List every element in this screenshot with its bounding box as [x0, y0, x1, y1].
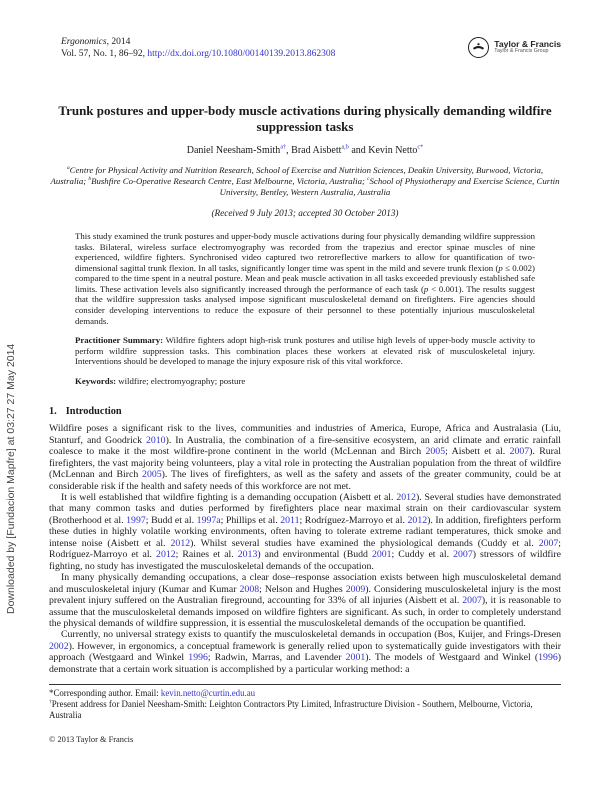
text-run: Bushfire Co-Operative Research Centre, East Melbourne, Victoria, Australia; [91, 176, 368, 187]
text-run: ). Considering musculoskeletal injury is the most prevalent injury suffered on the Australian fireground, accounting for 33% of all injuries (Aisbett et al. [49, 583, 561, 607]
text-run: c [367, 176, 370, 183]
citation-link[interactable]: 2012 [396, 492, 416, 503]
intro-paragraph-4 [49, 629, 561, 675]
author-affiliation-marker: a,b [341, 143, 349, 151]
volume-line [61, 48, 335, 60]
citation-link[interactable]: 2008 [239, 583, 260, 595]
affiliations [49, 165, 561, 198]
text-run: ). Rural firefighters, the vast majority being volunteers, play a vital role in protecting the Australian population from the threat of wildfire (McLennan and Birch [49, 446, 562, 481]
publisher-group: Taylor & Francis Group [494, 48, 549, 55]
text-run: ). Whilst several studies have examined the physiological demands (Cuddy et al. [190, 537, 539, 549]
publisher-name: Taylor & Francis [494, 38, 561, 49]
author-affiliation-marker: a† [280, 143, 287, 151]
text-run: Wildfire fighters adopt high-risk trunk postures and utilise high levels of upper-body muscle activity to perform wildfire suppression tasks. This combination places these workers at elevated risk of musculoskeletal injury. Interventions should be developed to manage the injury exposure risk of this vital workforce. [75, 335, 535, 367]
text-run: ; Aisbett et al. [445, 446, 510, 458]
section-number: 1. [49, 406, 57, 418]
text-run: ). Several studies have demonstrated that many common tasks and duties performed by firefighters place near maximal strain on their cardiovascular system (Brotherhood et al. [49, 492, 562, 526]
text-run: ). The lives of firefighters, as well as the safety and assets of the greater community, could be at considerable risk if the health and safety needs of this workforce are not met. [49, 469, 561, 492]
text-run: ≤ 0.002) compared to the time spent in a neutral posture. Mean and peak muscle activation in all tasks exceeded previously established safe limits. These activation levels also significantly increased through the performance of each task ( [75, 262, 535, 294]
citation-link[interactable]: 2012 [156, 549, 176, 561]
present-address-note [49, 699, 561, 721]
text-run: p [498, 262, 503, 273]
citation-link[interactable]: 2001 [345, 652, 366, 664]
citation-link[interactable]: 1996 [188, 652, 208, 664]
doi-link[interactable]: http://dx.doi.org/10.1080/00140139.2013.862308 [147, 49, 336, 60]
publisher-logo [468, 37, 561, 58]
author-line [49, 145, 561, 156]
text-run: Centre for Physical Activity and Nutrition Research, School of Exercise and Nutrition Sciences, Deakin University, Burwood, Victoria, Australia; [50, 164, 544, 187]
introduction-body [49, 423, 561, 675]
text-run: ), it is reasonable to assume that the musculoskeletal demands imposed on wildfire fighters are significant. As such, in order to completely understand the physical demands of wildfire suppression, it is essential the musculoskeletal demands of the occupation be quantified. [49, 595, 562, 629]
keywords-line [75, 376, 535, 387]
intro-paragraph-3 [49, 572, 561, 629]
journal-info [61, 36, 335, 61]
citation-link[interactable]: 1997 [126, 514, 146, 526]
text-run: ) and environmental (Budd [257, 549, 372, 561]
download-watermark: Downloaded by [Fundacion Mapfre] at 03:27 27 May 2014 [5, 343, 17, 614]
intro-paragraph-1 [49, 423, 561, 492]
abstract-text [75, 231, 535, 326]
citation-link[interactable]: 1997a [196, 514, 221, 526]
citation-link[interactable]: 2005 [142, 469, 162, 481]
text-run: ; Rodríguez-Marroyo et al. [49, 537, 562, 561]
received-line: (Received 9 July 2013; accepted 30 October 2013) [211, 208, 399, 219]
text-run: Daniel Neesham-Smith [186, 144, 281, 156]
citation-link[interactable]: 2007 [538, 537, 559, 549]
text-run: b [88, 176, 92, 183]
page-header [61, 36, 561, 61]
intro-paragraph-2 [49, 492, 561, 572]
publisher-logo-text [494, 40, 561, 55]
text-run: ; Phillips et al. [220, 514, 281, 526]
text-run: ; Budd et al. [145, 514, 197, 526]
journal-line [61, 36, 335, 48]
citation-link[interactable]: 2012 [407, 514, 428, 526]
text-run: This study examined the trunk postures and upper-body muscle activations during four physically demanding wildfire suppression tasks. Bilateral, wireless surface electromyography was recorded from the trapezius and erector spinae muscles of nine experienced, wildfire fighters. Synchronised video captured two retroreflective markers to allow for quantification of two-dimensional sagittal trunk flexion. In all tasks, significantly longer time was spent in the mild and severe trunk flexion ( [75, 231, 535, 273]
journal-name: Ergonomics [61, 37, 107, 47]
citation-link[interactable]: 2011 [280, 514, 300, 526]
text-run: a [66, 165, 70, 172]
abstract-block [75, 231, 535, 386]
section-label: Introduction [65, 406, 122, 418]
text-run: Present address for Daniel Neesham-Smith: Leighton Contractors Pty Limited, Infrastructure Division - Southern, Melbourne, Victoria, Australia [49, 699, 533, 721]
text-run: ; Cuddy et al. [391, 549, 454, 561]
text-run: p [423, 283, 429, 294]
footnote-block [49, 684, 561, 721]
footnote-rule [49, 684, 561, 685]
practitioner-summary [75, 335, 535, 367]
text-run: ; Rodríguez-Marroyo et al. [299, 514, 408, 526]
copyright-notice: © 2013 Taylor & Francis [49, 735, 134, 744]
text-run: ; Radwin, Marras, and Lavender [207, 652, 346, 664]
volume-text: Vol. 57, No. 1, 86–92, [61, 49, 148, 60]
text-run: In many physically demanding occupations, a clear dose–response association exists between high musculoskeletal demand and musculoskeletal injury (Kumar and Kumar [49, 572, 561, 595]
author-affiliation-marker: c* [417, 143, 424, 151]
text-run: ). However, in ergonomics, a conceptual framework is generally relied upon to systematically guide investigators with their approach (Westgaard and Winkel [49, 640, 561, 664]
text-run: and Kevin Netto [348, 144, 418, 156]
citation-link[interactable]: 2012 [170, 537, 191, 549]
text-run: ) stressors of wildfire fighting, no study has investigated the musculoskeletal demands of the occupation. [49, 549, 561, 572]
doi-link-wrap [147, 49, 335, 59]
citation-link[interactable]: 1996 [538, 652, 558, 664]
text-run: ). The models of Westgaard and Winkel ( [365, 652, 539, 664]
citation-link[interactable]: 2007 [453, 549, 473, 561]
text-run: *Corresponding author. Email: [49, 688, 161, 698]
citation-link[interactable]: 2010 [145, 434, 166, 446]
text-run: School of Physiotherapy and Exercise Science, Curtin University, Bentley, Western Australia, Australia [219, 176, 560, 198]
text-run: ). In Australia, the combination of a fire-sensitive ecosystem, an arid climate and erratic rainfall coalesce to make it the most wildfire-prone continent in the world (McLennan and Birch [49, 434, 561, 458]
journal-year: , 2014 [106, 37, 131, 47]
text-run: < 0.001). The results suggest that the wildfire suppression tasks analysed impose significant musculoskeletal demand on firefighters. Fire agencies should consider developing interventions to reduce the exposure of their personnel to these potentially injurious musculoskeletal demands. [75, 283, 535, 326]
citation-link[interactable]: 2005 [425, 446, 446, 458]
text-run: Practitioner Summary: [75, 335, 164, 346]
text-run: ). In addition, firefighters perform these duties in highly volatile working environments, often having to tolerate extreme radiant temperatures, thick smoke and intense noise (Aisbett et al. [49, 514, 561, 549]
taylor-francis-logo-icon [468, 37, 489, 58]
text-run: ) demonstrate that a certain work situation is accomplished by a particular working method: a [49, 652, 561, 675]
citation-link[interactable]: 2007 [462, 595, 482, 607]
text-run: ; Raines et al. [175, 549, 238, 561]
text-run: ; Nelson and Hughes [259, 583, 346, 595]
page-content [49, 36, 561, 675]
citation-link[interactable]: 2002 [49, 640, 69, 652]
text-run: Currently, no universal strategy exists to quantify the musculoskeletal demands in occupation (Bos, Kuijer, and Frings-Dresen [61, 629, 561, 641]
text-run: , Brad Aisbett [286, 144, 342, 156]
citation-link[interactable]: 2001 [371, 549, 392, 561]
citation-link[interactable]: 2009 [345, 583, 366, 595]
text-run: wildfire; electromyography; posture [116, 375, 246, 386]
citation-link[interactable]: 2007 [509, 446, 530, 458]
text-run: It is well established that wildfire fighting is a demanding occupation (Aisbett et al. [61, 492, 397, 503]
text-run: Wildfire poses a significant risk to the lives, communities and industries of America, Europe, Africa and Australasia (Liu, Stanturf, and Goodrick [49, 423, 561, 446]
citation-link[interactable]: 2013 [237, 549, 258, 561]
logo-glyph-icon [472, 42, 485, 53]
email-link[interactable]: kevin.netto@curtin.edu.au [160, 688, 256, 698]
section-heading-introduction [49, 406, 561, 417]
text-run: † [49, 699, 52, 706]
text-run: Keywords: [75, 375, 117, 386]
corresponding-author-note [49, 688, 561, 699]
article-title: Trunk postures and upper-body muscle activations during physically demanding wildfire suppression tasks [58, 102, 552, 135]
